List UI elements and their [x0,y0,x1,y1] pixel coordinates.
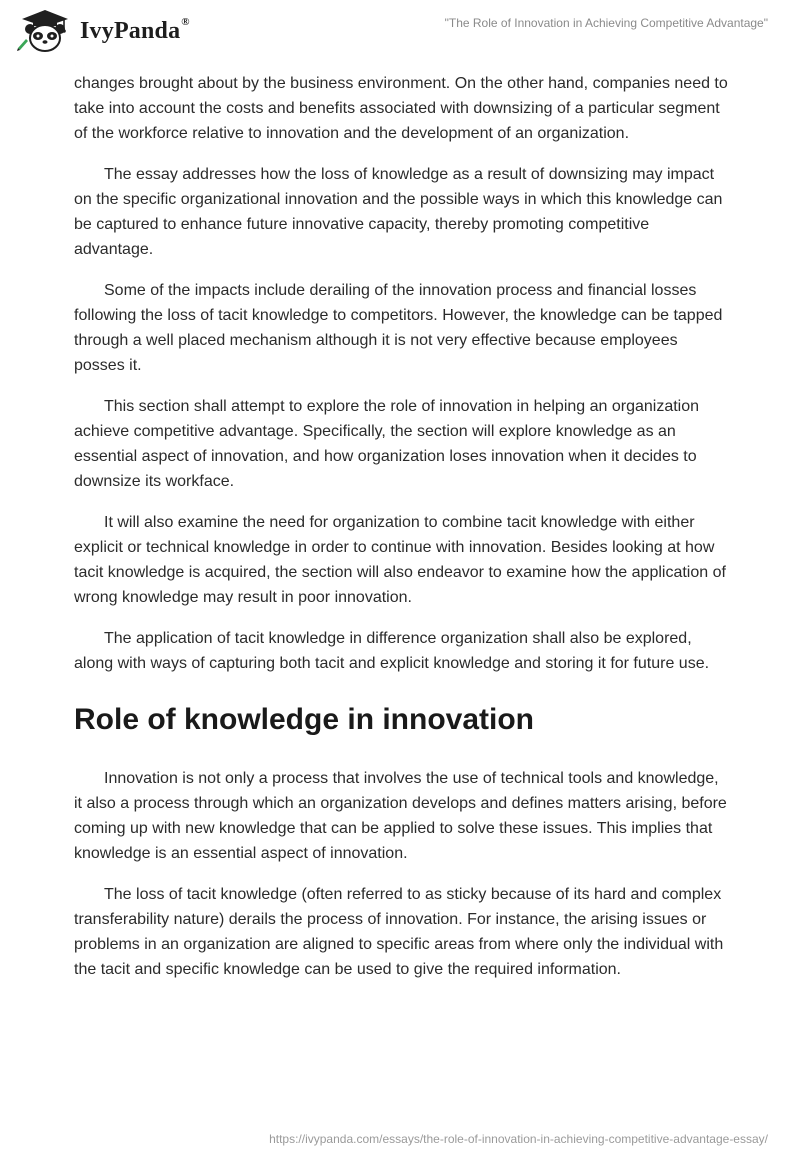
brand-name[interactable] [80,18,190,45]
essay-content [74,71,730,998]
paragraph: This section shall attempt to explore the role of innovation in helping an organization achieve competitive advantage. Specifically, the section will explore knowledge as an essential aspect of innovation, and how organization loses innovation when it decides to downsize its workface. [74,398,700,490]
paragraph: The essay addresses how the loss of knowledge as a result of downsizing may impact on the specific organizational innovation and the possible ways in which this knowledge can be captured to enhance future innovative capacity, thereby promoting competitive advantage. [74,166,723,258]
ivypanda-logo-icon[interactable] [14,8,76,54]
paragraph: changes brought about by the business environment. On the other hand, companies need to take into account the costs and benefits associated with downsizing of a particular segment of the workforce relative to innovation and the development of an organization. [74,75,728,142]
paragraph: The application of tacit knowledge in difference organization shall also be explored, along with ways of capturing both tacit and explicit knowledge and storing it for future use. [74,630,710,672]
document-title: "The Role of Innovation in Achieving Competitive Advantage" [444,16,768,30]
section-heading: Role of knowledge in innovation [74,703,535,736]
paragraph: It will also examine the need for organization to combine tacit knowledge with either explicit or technical knowledge in order to continue with innovation. Besides looking at how tacit knowledge is acquired, the section will also endeavor to examine how the application of wrong knowledge may result in poor innovation. [74,514,726,606]
brand-text: IvyPanda [80,18,181,44]
source-url[interactable]: https://ivypanda.com/essays/the-role-of-innovation-in-achieving-competitive-advantage-essay/ [269,1132,768,1146]
paragraph: Innovation is not only a process that involves the use of technical tools and knowledge, it also a process through which an organization develops and defines matters arising, before coming up with new knowledge that can be applied to solve these issues. This implies that knowledge is an essential aspect of innovation. [74,770,727,862]
registered-mark: ® [181,16,190,28]
page-header [0,0,800,62]
paragraph: The loss of tacit knowledge (often referred to as sticky because of its hard and complex transferability nature) derails the process of innovation. For instance, the arising issues or problems in an organization are aligned to specific areas from where only the individual with the tacit and specific knowledge can be used to give the required information. [74,886,724,978]
paragraph: Some of the impacts include derailing of the innovation process and financial losses following the loss of tacit knowledge to competitors. However, the knowledge can be tapped through a well placed mechanism although it is not very effective because employees posses it. [74,282,723,374]
